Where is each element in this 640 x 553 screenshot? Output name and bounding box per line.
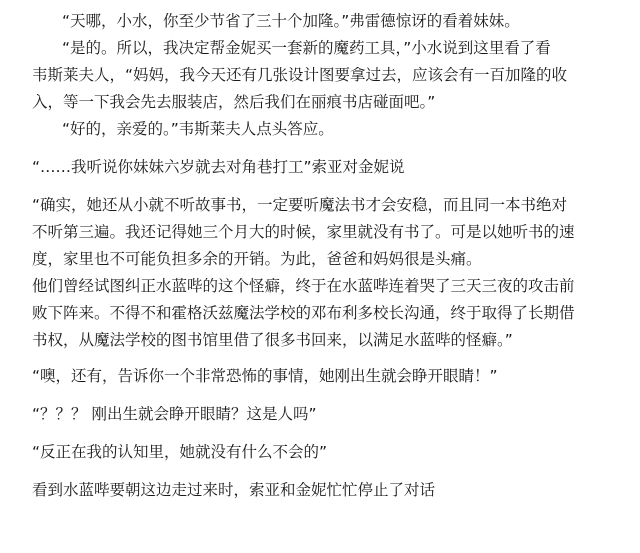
paragraph-soya-to-ginny — [32, 154, 622, 181]
text-line: 不听第三遍。我还记得她三个月大的时候，家里就没有书了。可是以她听书的速 — [32, 223, 575, 241]
text-line: 看到水蓝哔要朝这边走过来时，索亚和金妮忙忙停止了对话 — [32, 481, 436, 499]
text-line: “天哪，小水，你至少节省了三十个加隆。”弗雷德惊讶的看着妹妹。 — [62, 12, 520, 30]
text-line: “确实，她还从小就不听故事书，一定要听魔法书才会安稳，而且同一本书绝对 — [32, 196, 568, 214]
text-line: 度，家里也不可能负担多余的开销。为此，爸爸和妈妈很是头痛。 — [32, 250, 482, 268]
text-line: “是的。所以，我决定帮金妮买一套新的魔药工具，”小水说到这里看了看 — [62, 39, 551, 57]
text-line: 他们曾经试图纠正水蓝哔的这个怪癖，终于在水蓝哔连着哭了三天三夜的攻击前 — [32, 277, 575, 295]
text-line: 书权，从魔法学校的图书馆里借了很多书回来，以满足水蓝哔的怪癖。” — [32, 331, 513, 349]
paragraph-mrs-weasley-agrees — [32, 116, 640, 143]
text-line: “反正在我的认知里，她就没有什么不会的” — [32, 443, 328, 461]
text-line: “……我听说你妹妹六岁就去对角巷打工”索亚对金妮说 — [32, 158, 405, 176]
text-line: 韦斯莱夫人，“妈妈，我今天还有几张设计图要拿过去，应该会有一百加隆的收 — [32, 66, 568, 84]
paragraph-ginny-explains — [32, 192, 622, 354]
text-line: 败下阵来。不得不和霍格沃兹魔法学校的邓布利多校长沟通，终于取得了长期借 — [32, 304, 575, 322]
text-line: “？？？ 刚出生就会睁开眼睛？这是人吗” — [32, 405, 317, 423]
paragraph-soya-reaction — [32, 401, 622, 428]
text-line: “好的，亲爱的。”韦斯莱夫人点头答应。 — [62, 120, 334, 138]
text-line: 入，等一下我会先去服装店，然后我们在丽痕书店碰面吧。” — [32, 93, 436, 111]
text-line: “噢，还有，告诉你一个非常恐怖的事情，她刚出生就会睁开眼睛！” — [32, 367, 498, 385]
paragraph-conversation-stops — [32, 477, 622, 504]
paragraph-eyes-open — [32, 363, 622, 390]
paragraph-nothing-she-cannot — [32, 439, 622, 466]
paragraph-fred-surprised — [32, 8, 640, 35]
paragraph-xiaoshui-plan — [32, 35, 640, 116]
